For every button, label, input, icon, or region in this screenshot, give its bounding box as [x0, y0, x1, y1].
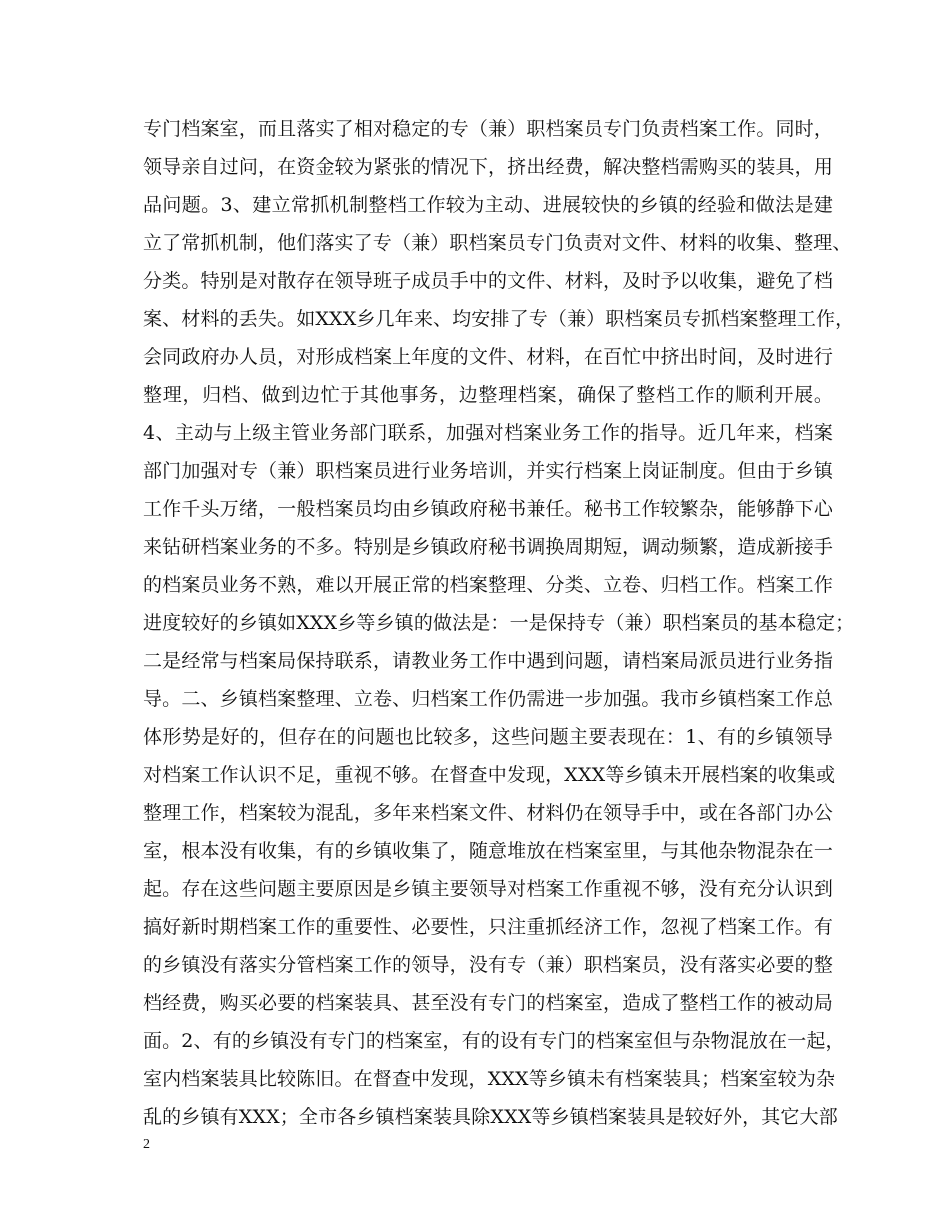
text-line: 室内档案装具比较陈旧。在督查中发现，XXX等乡镇未有档案装具；档案室较为杂 — [143, 1068, 836, 1090]
text-line: 室，根本没有收集，有的乡镇收集了，随意堆放在档案室里，与其他杂物混杂在一 — [143, 840, 833, 862]
text-line: 的乡镇没有落实分管档案工作的领导，没有专（兼）职档案员，没有落实必要的整 — [143, 954, 833, 976]
text-line: 专门档案室，而且落实了相对稳定的专（兼）职档案员专门负责档案工作。同时， — [143, 118, 833, 140]
text-line: 来钻研档案业务的不多。特别是乡镇政府秘书调换周期短，调动频繁，造成新接手 — [143, 536, 833, 558]
text-line: 对档案工作认识不足，重视不够。在督查中发现，XXX等乡镇未开展档案的收集或 — [143, 764, 836, 786]
text-line: 二是经常与档案局保持联系，请教业务工作中遇到问题，请档案局派员进行业务指 — [143, 650, 833, 672]
text-line: 领导亲自过问，在资金较为紧张的情况下，挤出经费，解决整档需购买的装具，用 — [143, 156, 833, 178]
body-text — [143, 110, 855, 1136]
text-line: 体形势是好的，但存在的问题也比较多，这些问题主要表现在：1、有的乡镇领导 — [143, 726, 833, 748]
page-number: 2 — [143, 1137, 150, 1152]
text-line: 分类。特别是对散存在领导班子成员手中的文件、材料，及时予以收集，避免了档 — [143, 270, 833, 292]
text-line: 整理工作，档案较为混乱，多年来档案文件、材料仍在领导手中，或在各部门办公 — [143, 802, 833, 824]
text-line: 部门加强对专（兼）职档案员进行业务培训，并实行档案上岗证制度。但由于乡镇 — [143, 460, 833, 482]
text-line: 搞好新时期档案工作的重要性、必要性，只注重抓经济工作，忽视了档案工作。有 — [143, 916, 833, 938]
text-line: 起。存在这些问题主要原因是乡镇主要领导对档案工作重视不够，没有充分认识到 — [143, 878, 833, 900]
text-line: 会同政府办人员，对形成档案上年度的文件、材料，在百忙中挤出时间，及时进行 — [143, 346, 833, 368]
text-line: 4、主动与上级主管业务部门联系，加强对档案业务工作的指导。近几年来，档案 — [143, 422, 833, 444]
text-line: 工作千头万绪，一般档案员均由乡镇政府秘书兼任。秘书工作较繁杂，能够静下心 — [143, 498, 833, 520]
text-line: 档经费，购买必要的档案装具、甚至没有专门的档案室，造成了整档工作的被动局 — [143, 992, 833, 1014]
text-line: 立了常抓机制，他们落实了专（兼）职档案员专门负责对文件、材料的收集、整理、 — [143, 232, 852, 254]
text-line: 案、材料的丢失。如XXX乡几年来、均安排了专（兼）职档案员专抓档案整理工作， — [143, 308, 855, 330]
text-line: 的档案员业务不熟，难以开展正常的档案整理、分类、立卷、归档工作。档案工作 — [143, 574, 833, 596]
text-line: 整理，归档、做到边忙于其他事务，边整理档案，确保了整档工作的顺利开展。 — [143, 384, 833, 406]
text-line: 导。二、乡镇档案整理、立卷、归档案工作仍需进一步加强。我市乡镇档案工作总 — [143, 688, 833, 710]
text-line: 乱的乡镇有XXX；全市各乡镇档案装具除XXX等乡镇档案装具是较好外，其它大部 — [143, 1106, 838, 1128]
text-line: 面。2、有的乡镇没有专门的档案室，有的设有专门的档案室但与杂物混放在一起， — [143, 1030, 845, 1052]
text-line: 进度较好的乡镇如XXX乡等乡镇的做法是：一是保持专（兼）职档案员的基本稳定； — [143, 612, 855, 634]
text-line: 品问题。3、建立常抓机制整档工作较为主动、进展较快的乡镇的经验和做法是建 — [143, 194, 833, 216]
